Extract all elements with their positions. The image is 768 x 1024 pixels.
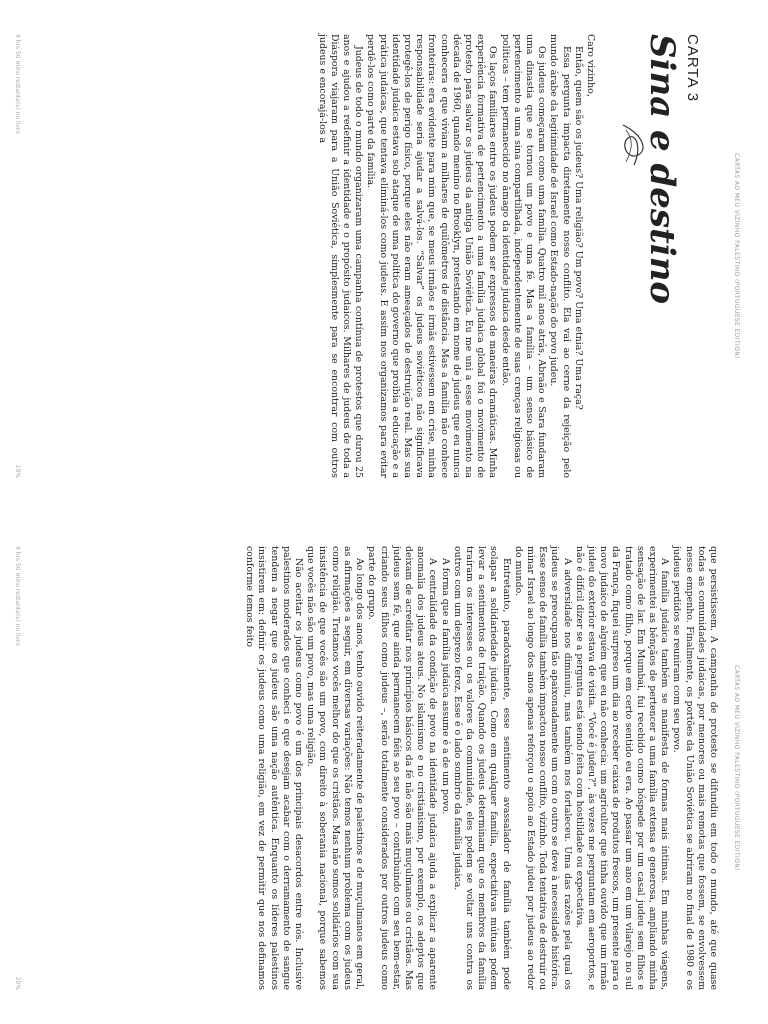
paragraph: A família judaica também se manifesta de formas mais íntimas. Em minhas viagens, experimentei as bênçãos de pertencer a uma família extensa e generosa, ampliando minha sensação de lar. Em Mumbai, fui recebido como hóspede por um casal judeu sem filhos e tratado como filho, porque em certo sentido eu era. Ao passar um ano em um vilarejo no sul da França, fiquei surpreso um dia ao receber caixas de produtos frescos, um presente para o novo judaico de alguém que eu não conhecia: um agricultor que tinha ouvido que um irmão judeu do exterior estava de visita. “Você é judeu?”, às vezes me perguntam em aeroportos, e não é difícil dizer se a pergunta está sendo feita com hostilidade ou expectativa.: [573, 546, 671, 990]
paragraph: que persistissem. A campanha de protesto se difundiu em todo o mundo, até que quase todas as comunidades judaicas, por menores ou mais remotas que fossem, se envolvessem nesse empenho. Finalmente, os portões da União Soviética se abriram no final de 1980 e os judeus perdidos se reuniram com seu povo.: [671, 546, 719, 990]
body-text: [315, 34, 596, 478]
paragraph: A adversidade nos diminuiu, mas também nos fortaleceu. Uma das razões pela qual os judeus se preocupam tão apaixonadamente um com o outro se deve à necessidade histórica. Esse senso de família também impactou nosso conflito, vizinho. Toda tentativa de destruir ou minar Israel ao longo dos anos apenas reforçou o apoio ao Estado judeu por judeus ao redor do mundo.: [512, 546, 573, 990]
paragraph: Então, quem são os judeus? Uma religião? Um povo? Uma etnia? Uma raça?: [572, 46, 584, 410]
paragraph: A forma que a família judaica assume é a de um povo.: [439, 558, 451, 815]
flourish-ornament-icon: [618, 120, 648, 170]
chapter-label: CARTA 3: [684, 34, 701, 103]
page-footer: [14, 34, 21, 478]
paragraph: A centralidade da condição de povo na identidade judaica ajuda a explicar a aparente anomalia dos judeus ateus. No islamismo e no cristianismo, por exemplo, os adeptos que deixam de acreditar nos princípios básicos da fé não são mais muçulmanos ou cristãos. Mas judeus sem fé, que ainda permanecem fiéis ao seu povo – contribuindo com seu bem-estar, criando seus filhos como judeus –, serão totalmente considerados por outros judeus como parte do grupo.: [366, 546, 439, 990]
progress-percent: 19%: [14, 464, 21, 478]
time-remaining: 4 hrs 50 mins restante(s) no livro: [14, 546, 21, 646]
paragraph: Essa pergunta impacta diretamente nosso conflito. Ela vai ao cerne da rejeição pelo mundo árabe da legitimidade de Israel como Estado-nação do povo judeu.: [548, 34, 572, 478]
paragraph: Os laços familiares entre os judeus podem ser expressos de maneiras dramáticas. Minha experiência formativa de pertencimento a uma família judaica global foi o movimento de protesto para salvar os judeus da antiga União Soviética. Eu me uni a esse movimento na década de 1960, quando menino no Brooklyn, protestando em nome de judeus que eu nunca conhecera e que viviam a milhares de quilômetros de distância. Mas a família não conhece fronteiras: era evidente para mim que, se meus irmãos e irmãs estivessem em crise, minha responsabilidade seria ajudar a salvá-los. “Salvar” os judeus soviéticos não significava protegê-los de perigo físico, porque eles não eram ameaçados de destruição real. Mas sua identidade judaica estava sob ataque de uma política do governo que proibia a educação e a prática judaicas, que tentava eliminá-los como judeus. E assim nos organizamos para evitar perdê-los como parte da família.: [365, 34, 499, 478]
salutation: Caro vizinho,: [585, 34, 596, 97]
page-footer: [14, 546, 21, 990]
body-text: [243, 546, 719, 990]
page-content: [0, 512, 768, 1024]
chapter-title: Sina e destino: [642, 34, 682, 305]
time-remaining: 4 hrs 50 mins restante(s) no livro: [14, 34, 21, 134]
running-head: CARTAS AO MEU VIZINHO PALESTINO (PORTUGUESE EDITION): [733, 665, 740, 871]
progress-percent: 20%: [14, 976, 21, 990]
paragraph: Entretanto, paradoxalmente, esse sentimento avassalador de família também pode solapar a solidariedade judaica. Como em qualquer família, expectativas mútuas podem levar a sentimentos de traição. Quando os judeus determinam que os membros da família traíram os interesses ou os valores da comunidade, eles podem se voltar uns contra os outros com um desprezo feroz. Esse é o lado sombrio da família judaica.: [451, 546, 512, 990]
paragraph: Os judeus começaram como uma família. Quatro mil anos atrás, Abraão e Sara fundaram uma dinastia que se tornou um povo e uma fé. Mas a família – um senso básico de pertencimento a uma sina compartilhada, independentemente de suas crenças religiosas ou políticas – tem permanecido no âmago da identidade judaica desde então.: [499, 34, 548, 478]
ebook-page-bottom: [0, 512, 768, 1024]
paragraph: Judeus de todo o mundo organizaram uma campanha contínua de protestos que durou 25 anos e ajudou a redefinir a identidade e o propósito judaicos. Milhares de judeus de toda a Diáspora viajaram para a União Soviética, simplesmente para se encontrar com outros judeus e encorajá-los a: [316, 34, 365, 478]
chapter-heading: [618, 34, 682, 478]
paragraph: Não aceitar os judeus como povo é um dos principais desacordos entre nós. Inclusive palestinos moderados que conheci e que desejam acabar com o derramamento de sangue tendem a negar que os judeus são uma nação autêntica. Enquanto os líderes palestinos insistirem em: definir os judeus como uma religião, em vez de permitir que nos definamos conforme temos feito: [244, 546, 305, 990]
paragraph: Ao longo dos anos, tenho ouvido reiteradamente de palestinos e de muçulmanos em geral, as afirmações a seguir, em diversas variações: Não temos nenhum problema com os judeus como religião. Tratamos vocês melhor do que os cristãos. Mas não somos solidários com sua insistência de que vocês são um povo, com direito à soberania nacional, porque sabemos que vocês não são um povo, mas uma religião.: [305, 546, 366, 990]
running-head: CARTAS AO MEU VIZINHO PALESTINO (PORTUGUESE EDITION): [733, 153, 740, 359]
